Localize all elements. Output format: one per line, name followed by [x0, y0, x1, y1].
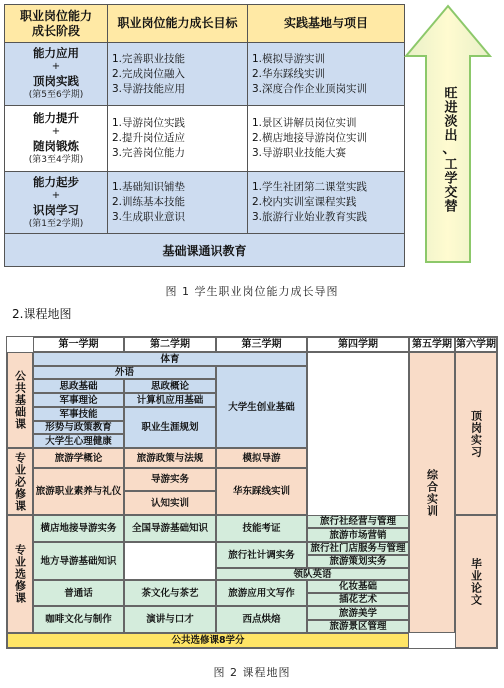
category-required: 专业必修课 [7, 448, 33, 515]
base-list: 1.景区讲解员岗位实训 2.横店地接导游岗位实训 3.导游职业技能大赛 [248, 106, 405, 172]
growth-table [4, 4, 405, 267]
category-elective: 专业选修课 [7, 515, 33, 633]
course: 旅游策划实务 [307, 555, 409, 568]
row-stage-3 [5, 43, 405, 106]
row-stage-1 [5, 172, 405, 234]
section-title: 2.课程地图 [12, 307, 72, 321]
stage-cell: 能力起步 + 识岗学习 (第1至2学期) [5, 172, 108, 234]
figure-2-caption: 图 2 课程地图 [213, 666, 291, 679]
course: 咖啡文化与制作 [33, 606, 124, 633]
stage-cell: 能力提升 + 随岗锻炼 (第3至4学期) [5, 106, 108, 172]
course: 技能考证 [216, 515, 307, 542]
header-base: 实践基地与项目 [248, 5, 405, 43]
goal-list: 1.完善职业技能 2.完成岗位融入 3.导游技能应用 [108, 43, 248, 106]
course: 插花艺术 [307, 593, 409, 606]
header-sem2: 第二学期 [124, 337, 216, 352]
course: 旅行社计调实务 [216, 542, 307, 568]
goal-list: 1.导游岗位实践 2.提升岗位适应 3.完善岗位能力 [108, 106, 248, 172]
basic-education-bar: 基础课通识教育 [5, 234, 405, 267]
course: 导游实务 [124, 468, 216, 491]
base-list: 1.模拟导游实训 2.华东踩线实训 3.深度合作企业顶岗实训 [248, 43, 405, 106]
row-stage-2 [5, 106, 405, 172]
course: 旅游美学 [307, 606, 409, 620]
course: 大学生心理健康 [33, 434, 124, 448]
header-sem3: 第三学期 [216, 337, 307, 352]
header-sem1: 第一学期 [33, 337, 124, 352]
course: 西点烘焙 [216, 606, 307, 633]
header-sem4: 第四学期 [307, 337, 409, 352]
course-foreign: 外语 [33, 366, 216, 379]
course-practice: 综合实训 [409, 352, 455, 633]
course: 旅游学概论 [33, 448, 124, 468]
course: 旅行社门店服务与管理 [307, 542, 409, 555]
course: 军事技能 [33, 407, 124, 421]
course: 旅游市场营销 [307, 528, 409, 542]
header-sem5: 第五学期 [409, 337, 455, 352]
course: 思政概论 [124, 379, 216, 393]
course: 化妆基础 [307, 580, 409, 593]
course: 旅游职业素养与礼仪 [33, 468, 124, 515]
header-sem6: 第六学期 [456, 339, 496, 350]
header-stage: 职业岗位能力 成长阶段 [5, 5, 108, 43]
base-list: 1.学生社团第二课堂实践 2.校内实训室课程实践 3.旅游行业始业教育实践 [248, 172, 405, 234]
course: 全国导游基础知识 [124, 515, 216, 542]
category-public: 公共基础课 [7, 352, 33, 448]
course: 茶文化与茶艺 [124, 580, 216, 606]
course: 大学生创业基础 [216, 366, 307, 448]
public-elective-bar: 公共选修课8学分 [7, 633, 409, 648]
course-english: 领队英语 [216, 568, 409, 580]
stage-cell: 能力应用 + 顶岗实践 (第5至6学期) [5, 43, 108, 106]
arrow-label: 旺进淡出 、 工学交替 [441, 86, 457, 213]
course: 计算机应用基础 [124, 393, 216, 407]
course: 职业生涯规划 [124, 407, 216, 448]
course: 思政基础 [33, 379, 124, 393]
course: 旅游应用文写作 [216, 580, 307, 606]
course-map [6, 336, 498, 649]
course-internship: 顶岗实习 [455, 352, 497, 515]
course: 旅游政策与法规 [124, 448, 216, 468]
course: 旅行社经营与管理 [307, 515, 409, 528]
course: 形势与政策教育 [33, 421, 124, 434]
course-pe: 体育 [33, 352, 307, 366]
course: 模拟导游 [216, 448, 307, 468]
course: 横店地接导游实务 [33, 515, 124, 542]
course: 认知实训 [124, 491, 216, 515]
course: 普通话 [33, 580, 124, 606]
course: 军事理论 [33, 393, 124, 407]
course: 地方导游基础知识 [33, 542, 124, 580]
course-thesis: 毕业论文 [455, 515, 497, 648]
course: 旅游景区管理 [307, 620, 409, 633]
header-goal: 职业岗位能力成长目标 [108, 5, 248, 43]
empty-cell [124, 542, 216, 580]
empty-cell [307, 352, 409, 515]
growth-map-figure [4, 4, 492, 266]
figure-1-caption: 图 1 学生职业岗位能力成长导图 [165, 285, 339, 298]
goal-list: 1.基础知识铺垫 2.训练基本技能 3.生成职业意识 [108, 172, 248, 234]
course: 演讲与口才 [124, 606, 216, 633]
course: 华东踩线实训 [216, 468, 307, 515]
